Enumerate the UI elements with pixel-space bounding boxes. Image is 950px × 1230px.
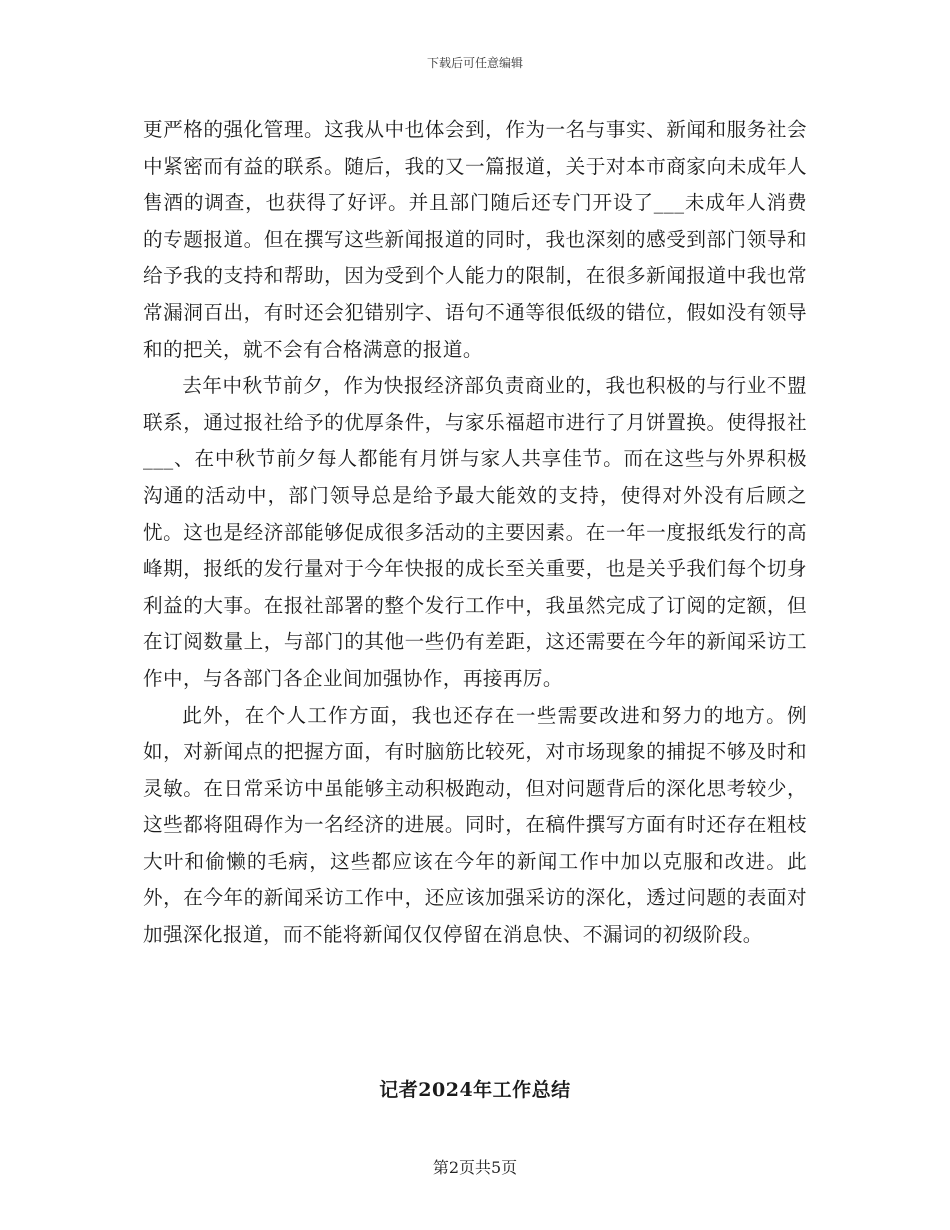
- document-body: [143, 112, 807, 954]
- section-title: 记者2024年工作总结: [379, 1079, 571, 1101]
- page-number: 第2页共5页: [432, 1158, 518, 1177]
- paragraph-mid-autumn: 去年中秋节前夕，作为快报经济部负责商业的，我也积极的与行业不盟联系，通过报社给予的优厚条件，与家乐福超市进行了月饼置换。使得报社___、在中秋节前夕每人都能有月饼与家人共享佳节。而在这些与外界积极沟通的活动中，部门领导总是给予最大能效的支持，使得对外没有后顾之忧。这也是经济部能够促成很多活动的主要因素。在一年一度报纸发行的高峰期，报纸的发行量对于今年快报的成长至关重要，也是关乎我们每个切身利益的大事。在报社部署的整个发行工作中，我虽然完成了订阅的定额，但在订阅数量上，与部门的其他一些仍有差距，这还需要在今年的新闻采访工作中，与各部门各企业间加强协作，再接再厉。: [143, 374, 807, 690]
- page-header-note: 下载后可任意编辑: [426, 56, 523, 70]
- paragraph-continuation: 更严格的强化管理。这我从中也体会到，作为一名与事实、新闻和服务社会中紧密而有益的联系。随后，我的又一篇报道，关于对本市商家向未成年人售酒的调查，也获得了好评。并且部门随后还专门开设了___未成年人消费的专题报道。但在撰写这些新闻报道的同时，我也深刻的感受到部门领导和给予我的支持和帮助，因为受到个人能力的限制，在很多新闻报道中我也常常漏洞百出，有时还会犯错别字、语句不通等很低级的错位，假如没有领导和的把关，就不会有合格满意的报道。: [143, 118, 807, 361]
- paragraph-improvement: 此外，在个人工作方面，我也还存在一些需要改进和努力的地方。例如，对新闻点的把握方面，有时脑筋比较死，对市场现象的捕捉不够及时和灵敏。在日常采访中虽能够主动积极跑动，但对问题背后的深化思考较少，这些都将阻碍作为一名经济的进展。同时，在稿件撰写方面有时还存在粗枝大叶和偷懒的毛病，这些都应该在今年的新闻工作中加以克服和改进。此外，在今年的新闻采访工作中，还应该加强采访的深化，透过问题的表面对加强深化报道，而不能将新闻仅仅停留在消息快、不漏词的初级阶段。: [143, 703, 807, 947]
